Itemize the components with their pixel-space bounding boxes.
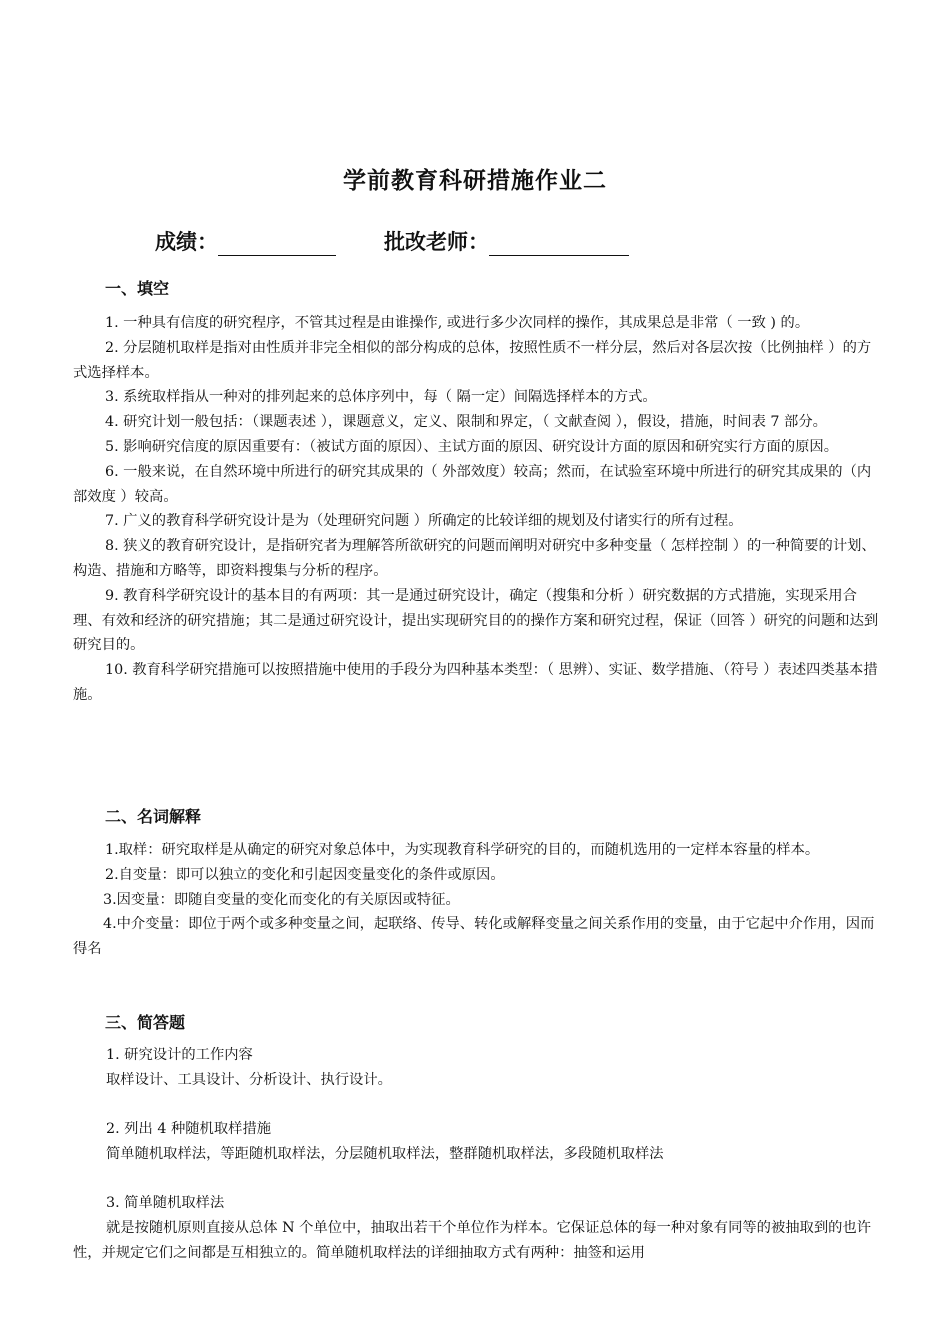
grade-label: 成绩： bbox=[155, 230, 218, 254]
section-heading-fill-blank: 一、填空 bbox=[105, 279, 170, 298]
fill-blank-item: 2. 分层随机取样是指对由性质并非完全相似的部分构成的总体，按照性质不一样分层，然后对各层次按（比例抽样 ）的方式选择样本。 bbox=[73, 339, 872, 381]
question-3: 3. 简单随机取样法 bbox=[106, 1195, 225, 1212]
section-heading-definitions: 二、名词解释 bbox=[105, 807, 202, 826]
short-answer-section bbox=[73, 1043, 879, 1266]
answer-3: 就是按随机原则直接从总体 N 个单位中，抽取出若干个单位作为样本。它保证总体的每一种对象有同等的被抽取到的也许性，并规定它们之间都是互相独立的。简单随机取样法的详细抽取方式有两种：抽签和运用 bbox=[73, 1220, 872, 1261]
definition-item: 4.中介变量：即位于两个或多种变量之间，起联络、传导、转化或解释变量之间关系作用的变量，由于它起中介作用，因而得名 bbox=[73, 916, 875, 958]
answer-1: 取样设计、工具设计、分析设计、执行设计。 bbox=[106, 1071, 392, 1088]
question-2: 2. 列出 4 种随机取样措施 bbox=[106, 1121, 272, 1138]
definition-item: 2.自变量：即可以独立的变化和引起因变量变化的条件或原因。 bbox=[105, 866, 505, 883]
fill-blank-item: 10. 教育科学研究措施可以按照措施中使用的手段分为四种基本类型：（ 思辨）、实证、数学措施、（符号 ）表述四类基本措施。 bbox=[73, 662, 878, 703]
definition-item: 3.因变量：即随自变量的变化而变化的有关原因或特征。 bbox=[103, 891, 460, 908]
document-title: 学前教育科研措施作业二 bbox=[343, 168, 607, 194]
fill-blank-item: 1. 一种具有信度的研究程序，不管其过程是由谁操作, 或进行多少次同样的操作，其成果总是非常（ 一致 ) 的。 bbox=[105, 315, 810, 331]
teacher-label: 批改老师： bbox=[384, 230, 489, 254]
grade-blank[interactable] bbox=[218, 233, 336, 256]
question-1: 1. 研究设计的工作内容 bbox=[106, 1047, 253, 1063]
section-heading-short-answer: 三、简答题 bbox=[105, 1013, 186, 1032]
definition-item: 1.取样：研究取样是从确定的研究对象总体中，为实现教育科学研究的目的，而随机选用的一定样本容量的样本。 bbox=[105, 842, 820, 858]
definitions-section bbox=[73, 838, 879, 962]
fill-blank-item: 7. 广义的教育科学研究设计是为（处理研究问题 ）所确定的比较详细的规划及付诸实行的所有过程。 bbox=[105, 513, 743, 530]
answer-2: 简单随机取样法，等距随机取样法，分层随机取样法，整群随机取样法，多段随机取样法 bbox=[106, 1145, 664, 1162]
fill-blank-item: 5. 影响研究信度的原因重要有：（被试方面的原因）、主试方面的原因、研究设计方面的原因和研究实行方面的原因。 bbox=[105, 438, 839, 455]
fill-blank-item: 9. 教育科学研究设计的基本目的有两项：其一是通过研究设计，确定（搜集和分析 ）研究数据的方式措施，实现采用合理、有效和经济的研究措施；其二是通过研究设计，提出实现研究目的的操作方案和研究过程，保证（回答 ）研究的问题和达到研究目的。 bbox=[73, 587, 879, 654]
fill-blank-item: 3. 系统取样指从一种对的排列起来的总体序列中，每（ 隔一定）间隔选择样本的方式。 bbox=[105, 389, 657, 406]
fill-blank-item: 4. 研究计划一般包括：（课题表述 ），课题意义，定义、限制和界定，（ 文献查阅 ），假设，措施，时间表 7 部分。 bbox=[105, 414, 827, 431]
fill-blank-section bbox=[73, 311, 879, 708]
fill-blank-item: 6. 一般来说，在自然环境中所进行的研究其成果的（ 外部效度）较高；然而，在试验室环境中所进行的研究其成果的（内部效度 ）较高。 bbox=[73, 463, 872, 505]
teacher-blank[interactable] bbox=[489, 233, 629, 256]
grade-line bbox=[155, 226, 629, 256]
fill-blank-item: 8. 狭义的教育研究设计，是指研究者为理解答所欲研究的问题而阐明对研究中多种变量（ 怎样控制 ）的一种简要的计划、构造、措施和方略等，即资料搜集与分析的程序。 bbox=[73, 538, 876, 579]
